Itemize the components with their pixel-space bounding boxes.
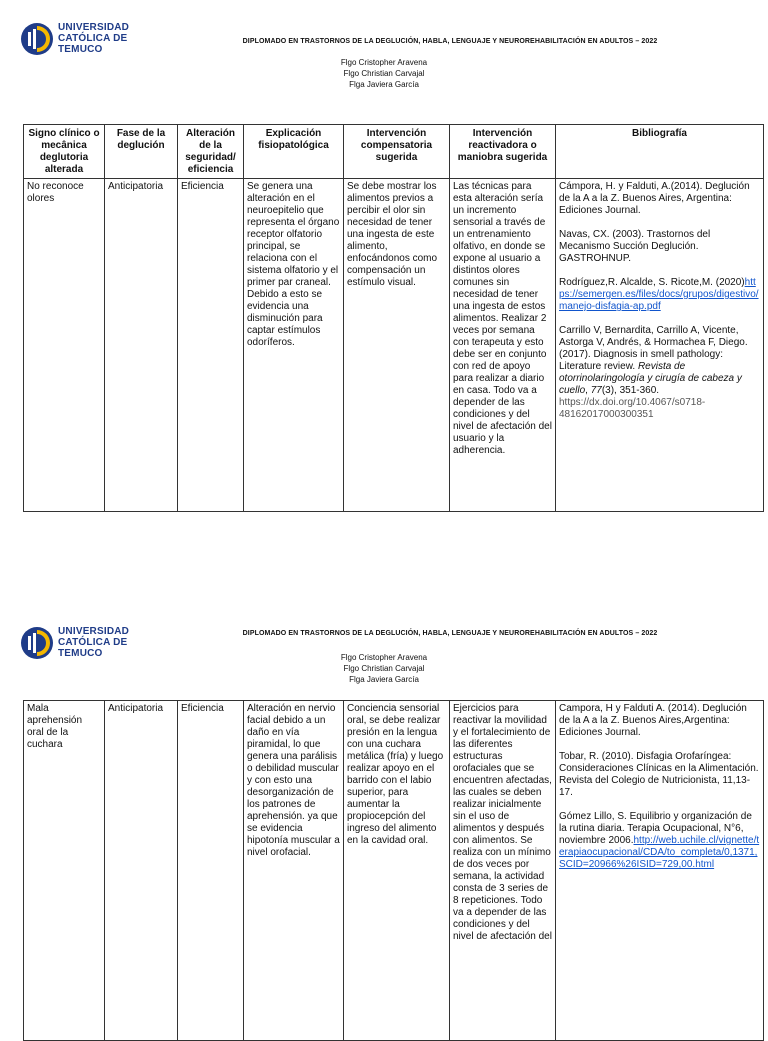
program-title: DIPLOMADO EN TRASTORNOS DE LA DEGLUCIÓN, HABLA, LENGUAJE Y NEUROREHABILITACIÓN EN ADULTOS – 2022 xyxy=(242,630,658,637)
cell-bibliografia xyxy=(556,701,764,1041)
column-header: Alteración de la seguridad/ eficiencia xyxy=(178,125,244,179)
reference: Gómez Lillo, S. Equilibrio y organización de la rutina diaria. Terapia Ocupacional, N°6, noviembre 2006.http://web.uchile.cl/vignette/terapiaocupacional/CDA/to_completa/0,1371,SCID=20966%26ISID=729,00.html xyxy=(559,811,760,870)
cell-alteracion: Eficiencia xyxy=(178,701,244,1041)
cell-fase: Anticipatoria xyxy=(105,179,178,512)
author: Flga Javiera García xyxy=(349,675,419,684)
cell-compensatoria: Se debe mostrar los alimentos previos a percibir el olor sin necesidad de tener una ingesta de este alimento, enfocándonos como compensación un estímulo visual. xyxy=(344,179,450,512)
column-header: Bibliografía xyxy=(556,125,764,179)
column-header: Fase de la deglución xyxy=(105,125,178,179)
cell-fase: Anticipatoria xyxy=(105,701,178,1041)
column-header: Intervención compensatoria sugerida xyxy=(344,125,450,179)
reference-link[interactable]: http://web.uchile.cl/vignette/terapiaocupacional/CDA/to_completa/0,1371,SCID=20966%26ISID=729,00.html xyxy=(559,835,760,870)
reference: Cámpora, H. y Falduti, A.(2014). Deglución de la A a la Z. Buenos Aires, Argentina: Ediciones Journal. xyxy=(559,181,750,216)
author: Flgo Cristopher Aravena xyxy=(340,58,428,67)
authors-list xyxy=(0,652,768,685)
column-header: Intervención reactivadora o maniobra sugerida xyxy=(450,125,556,179)
dysphagia-table xyxy=(23,700,764,1041)
cell-explicacion: Alteración en nervio facial debido a un daño en vía piramidal, lo que genera una parálisis o debilidad muscular y con esto una desorganización de los patrones de aprehensión. ya que se evidencia hipotonía muscular a nivel orofacial. xyxy=(244,701,344,1041)
reference: Carrillo V, Bernardita, Carrillo A, Vicente, Astorga V, Andrés, & Hormachea F, Diego. (2017). Diagnosis in smell pathology: Literature review. Revista de otorrinolaringología y cirugía de cabeza y cuello, 77(3), 351-360. https://dx.doi.org/10.4067/s0718-48162017000300351 xyxy=(559,325,748,420)
author: Flgo Christian Carvajal xyxy=(343,69,425,78)
cell-reactivadora: Las técnicas para esta alteración sería un incremento sensorial a través de un entrenamiento olfativo, en donde se expone al usuario a distintos olores comunes sin necesidad de tener una ingesta de estos alimentos. Realizar 2 veces por semana con terapeuta y esto debe ser en conjunto con red de apoyo para realizar a diario en casa. Todo va a depender de las condiciones y del nivel de afectación del usuario y la adherencia. xyxy=(450,179,556,512)
cell-alteracion: Eficiencia xyxy=(178,179,244,512)
column-header: Explicación fisiopatológica xyxy=(244,125,344,179)
author: Flgo Christian Carvajal xyxy=(343,664,425,673)
table-header-row xyxy=(24,125,764,179)
reference: Tobar, R. (2010). Disfagia Orofaríngea: Consideraciones Clínicas en la Alimentación. Revista del Colegio de Nutricionista, 11,13-17. xyxy=(559,751,759,798)
dysphagia-table xyxy=(23,124,764,512)
university-logo xyxy=(20,20,130,60)
cell-reactivadora: Ejercicios para reactivar la movilidad y el fortalecimiento de las diferentes estructuras orofaciales que se encuentren afectadas, las cuales se deben realizar inicialmente sin el uso de alimentos y después con alimentos. Se realiza con un mínimo de dos veces por semana, la actividad consta de 3 series de 8 repeticiones. Todo va a depender de las condiciones y del nivel de afectación del xyxy=(450,701,556,1041)
authors-list xyxy=(0,57,768,90)
reference: Rodríguez,R. Alcalde, S. Ricote,M. (2020)https://semergen.es/files/docs/grupos/digestivo/manejo-disfagia-ap.pdf xyxy=(559,277,759,312)
author: Flgo Cristopher Aravena xyxy=(340,653,428,662)
university-name: UNIVERSIDAD CATÓLICA DE TEMUCO xyxy=(58,22,130,55)
table-row xyxy=(24,179,764,512)
column-header: Signo clínico o mecânica deglutoria alterada xyxy=(24,125,105,179)
cell-bibliografia xyxy=(556,179,764,512)
reference: Navas, CX. (2003). Trastornos del Mecanismo Succión Deglución. GASTROHNUP. xyxy=(559,229,711,264)
reference-link[interactable]: https://semergen.es/files/docs/grupos/digestivo/manejo-disfagia-ap.pdf xyxy=(559,277,759,312)
university-name: UNIVERSIDAD CATÓLICA DE TEMUCO xyxy=(58,626,130,659)
table-row xyxy=(24,701,764,1041)
university-logo-icon xyxy=(20,22,54,56)
cell-explicacion: Se genera una alteración en el neuroepitelio que representa el órgano receptor olfatorio principal, se relaciona con el sistema olfatorio y el primer par craneal. Debido a esto se evidencia una disminución para captar estímulos odoríferos. xyxy=(244,179,344,512)
program-title: DIPLOMADO EN TRASTORNOS DE LA DEGLUCIÓN, HABLA, LENGUAJE Y NEUROREHABILITACIÓN EN ADULTOS – 2022 xyxy=(242,38,658,45)
reference-doi: https://dx.doi.org/10.4067/s0718-48162017000300351 xyxy=(559,397,706,420)
author: Flga Javiera García xyxy=(349,80,419,89)
cell-signo: Mala aprehensión oral de la cuchara xyxy=(24,701,105,1041)
cell-compensatoria: Conciencia sensorial oral, se debe realizar presión en la lengua con una cuchara metálica (fría) y luego realizar apoyo en el barrido con el labio superior, para aumentar la propiocepción del ingreso del alimento en la cavidad oral. xyxy=(344,701,450,1041)
reference: Campora, H y Falduti A. (2014). Deglución de la A a la Z. Buenos Aires,Argentina: Ediciones Journal. xyxy=(559,703,747,738)
cell-signo: No reconoce olores xyxy=(24,179,105,512)
